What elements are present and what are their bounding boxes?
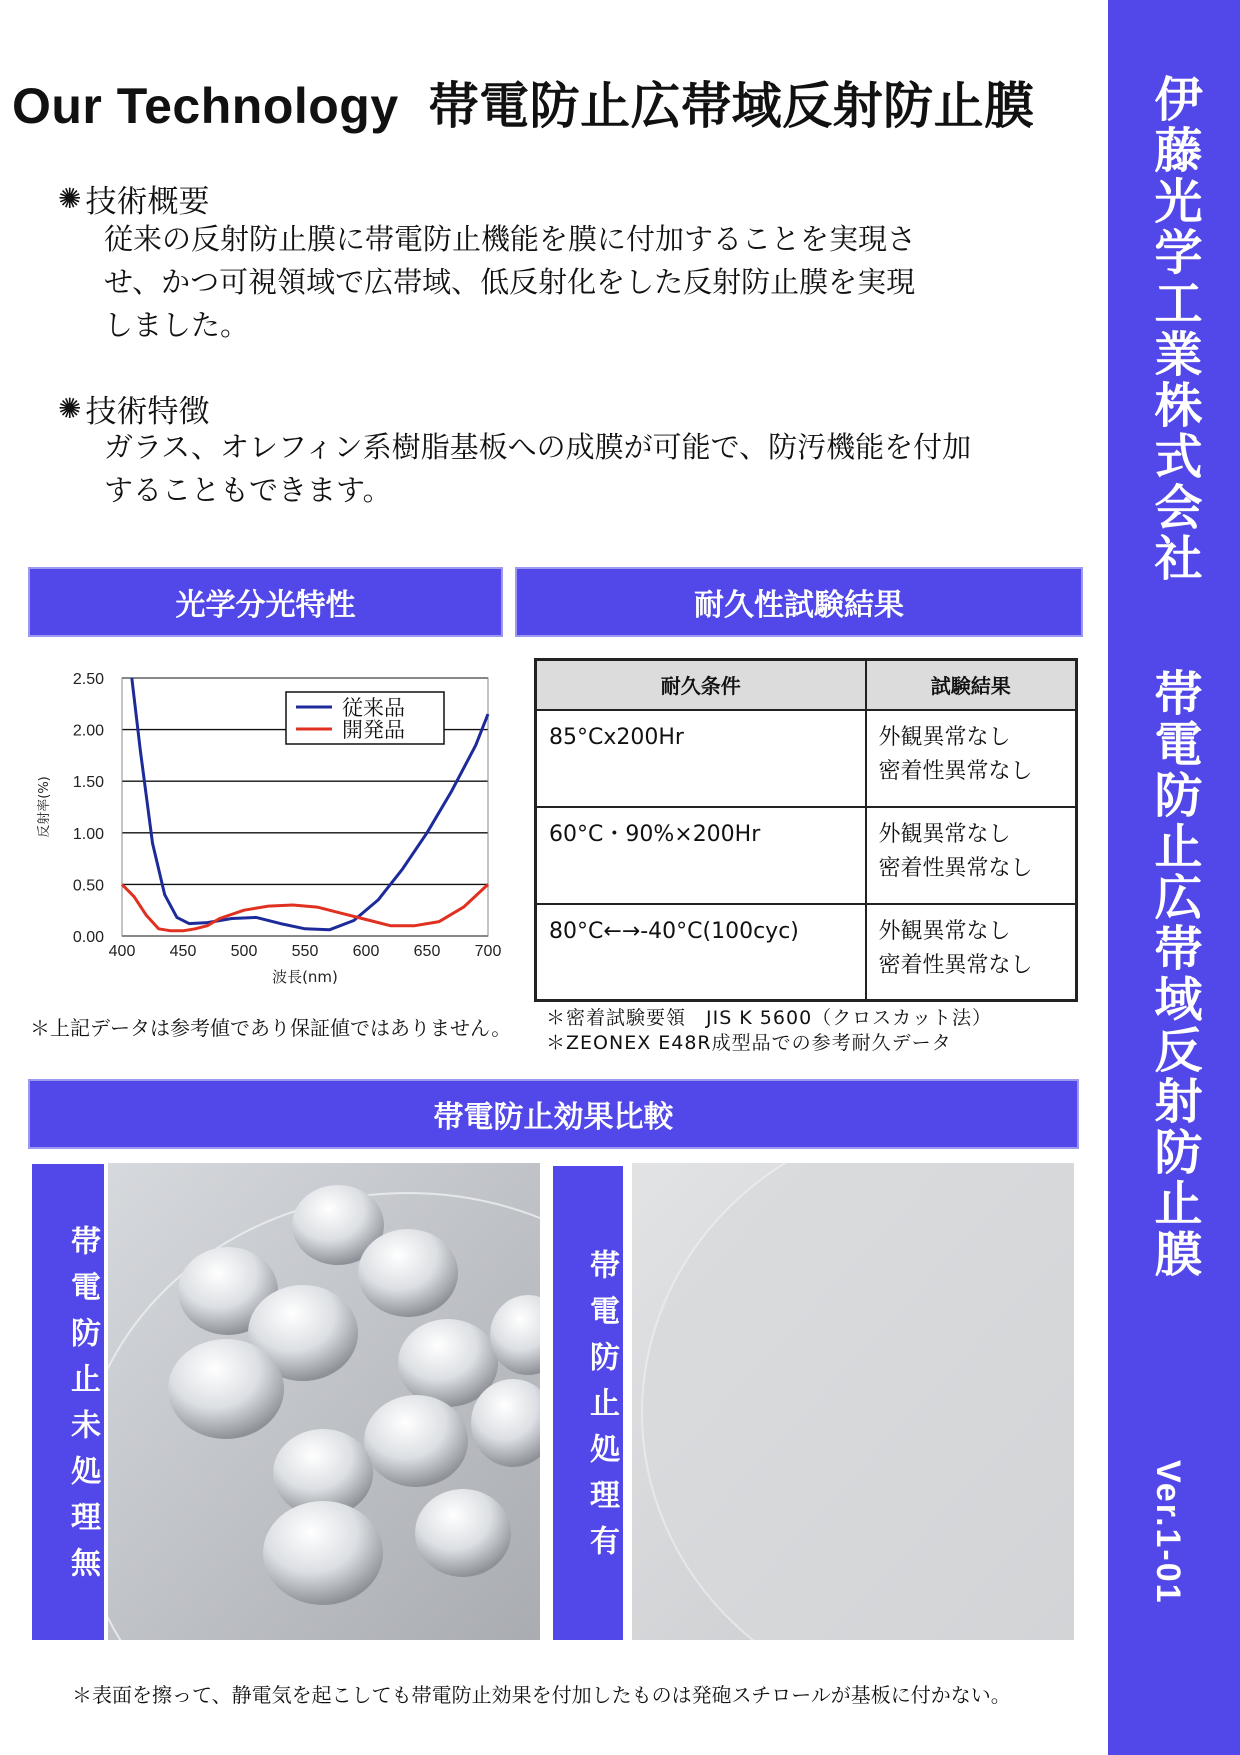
x-tick-label: 450 — [169, 943, 197, 960]
condition-cell: 60°C・90%×200Hr — [536, 807, 866, 904]
y-tick-label: 0.00 — [72, 929, 104, 946]
result-adhesion: 密着性異常なし — [878, 855, 1033, 881]
features-heading — [58, 386, 209, 431]
x-tick-label: 500 — [230, 943, 258, 960]
treated-photo — [632, 1163, 1074, 1640]
product-name: 帯電防止広帯域反射防止膜 — [1146, 668, 1202, 1280]
result-appearance: 外観異常なし — [878, 724, 1011, 750]
overview-line: しました。 — [104, 308, 250, 342]
condition-cell: 85°Cx200Hr — [536, 710, 866, 807]
table-header-row — [536, 660, 1077, 710]
company-name: 伊藤光学工業株式会社 — [1146, 74, 1202, 584]
y-tick-label: 2.00 — [72, 722, 104, 740]
adhesion-test-note: ＊密着試験要領 JIS K 5600（クロスカット法） — [546, 1007, 992, 1029]
x-tick-label: 700 — [474, 943, 502, 960]
features-heading-text: 技術特徴 — [85, 394, 210, 430]
comparison-heading-bar — [28, 1079, 1079, 1149]
column-header-condition: 耐久条件 — [536, 660, 866, 710]
x-tick-label: 550 — [291, 943, 319, 960]
version-label: Ver.1-01 — [1149, 1460, 1187, 1605]
table-row — [536, 710, 1077, 807]
durability-table — [534, 658, 1078, 1002]
burst-bullet-icon: ✺ — [58, 182, 82, 215]
durability-heading: 耐久性試験結果 — [694, 588, 904, 623]
title-japanese: 帯電防止広帯域反射防止膜 — [428, 77, 1035, 135]
spectral-heading-bar — [28, 567, 503, 637]
table-row — [536, 807, 1077, 904]
y-tick-label: 0.50 — [72, 877, 104, 895]
result-cell — [866, 904, 1077, 1001]
untreated-photo — [108, 1163, 540, 1640]
spectral-note: ＊上記データは参考値であり保証値ではありません。 — [30, 1016, 512, 1040]
x-tick-label: 400 — [108, 943, 136, 960]
result-appearance: 外観異常なし — [878, 918, 1011, 944]
result-adhesion: 密着性異常なし — [878, 758, 1033, 784]
x-tick-label: 600 — [352, 943, 380, 960]
x-axis-label: 波長(nm) — [272, 968, 338, 986]
overview-line: せ、かつ可視領域で広帯域、低反射化をした反射防止膜を実現 — [104, 265, 916, 299]
condition-cell: 80°C←→-40°C(100cyc) — [536, 904, 866, 1001]
y-tick-label: 2.50 — [72, 671, 104, 688]
legend-label: 従来品 — [342, 696, 405, 720]
comparison-footer-note: ＊表面を擦って、静電気を起こしても帯電防止効果を付加したものは発砲スチロールが基板に付かない。 — [72, 1683, 1011, 1707]
overview-body — [104, 218, 984, 347]
result-cell — [866, 807, 1077, 904]
y-tick-label: 1.00 — [72, 825, 104, 843]
overview-heading — [58, 176, 209, 221]
burst-bullet-icon: ✺ — [58, 392, 82, 425]
result-appearance: 外観異常なし — [878, 821, 1011, 847]
right-sidebar — [1108, 0, 1240, 1755]
result-cell — [866, 710, 1077, 807]
durability-heading-bar — [515, 567, 1083, 637]
table-row — [536, 904, 1077, 1001]
column-header-result: 試験結果 — [866, 660, 1077, 710]
y-axis-label: 反射率(%) — [37, 776, 52, 838]
features-line: ガラス、オレフィン系樹脂基板への成膜が可能で、防汚機能を付加 — [104, 430, 972, 464]
legend-label: 開発品 — [342, 718, 405, 742]
features-body — [104, 426, 984, 512]
comparison-heading: 帯電防止効果比較 — [433, 1100, 674, 1135]
y-tick-label: 1.50 — [72, 774, 104, 792]
untreated-label: 帯電防止未処理無 — [32, 1164, 104, 1640]
spectral-heading: 光学分光特性 — [175, 588, 356, 623]
page-title — [12, 66, 1035, 138]
result-adhesion: 密着性異常なし — [878, 952, 1033, 978]
series-line — [122, 884, 488, 930]
overview-line: 従来の反射防止膜に帯電防止機能を膜に付加することを実現さ — [104, 222, 917, 256]
reference-data-note: ＊ZEONEX E48R成型品での参考耐久データ — [546, 1032, 952, 1054]
treated-label: 帯電防止処理有 — [553, 1166, 623, 1640]
title-english: Our Technology — [12, 78, 399, 134]
x-tick-label: 650 — [413, 943, 441, 960]
overview-heading-text: 技術概要 — [85, 184, 210, 220]
spectral-chart — [30, 658, 510, 998]
features-line: することもできます。 — [104, 473, 392, 507]
